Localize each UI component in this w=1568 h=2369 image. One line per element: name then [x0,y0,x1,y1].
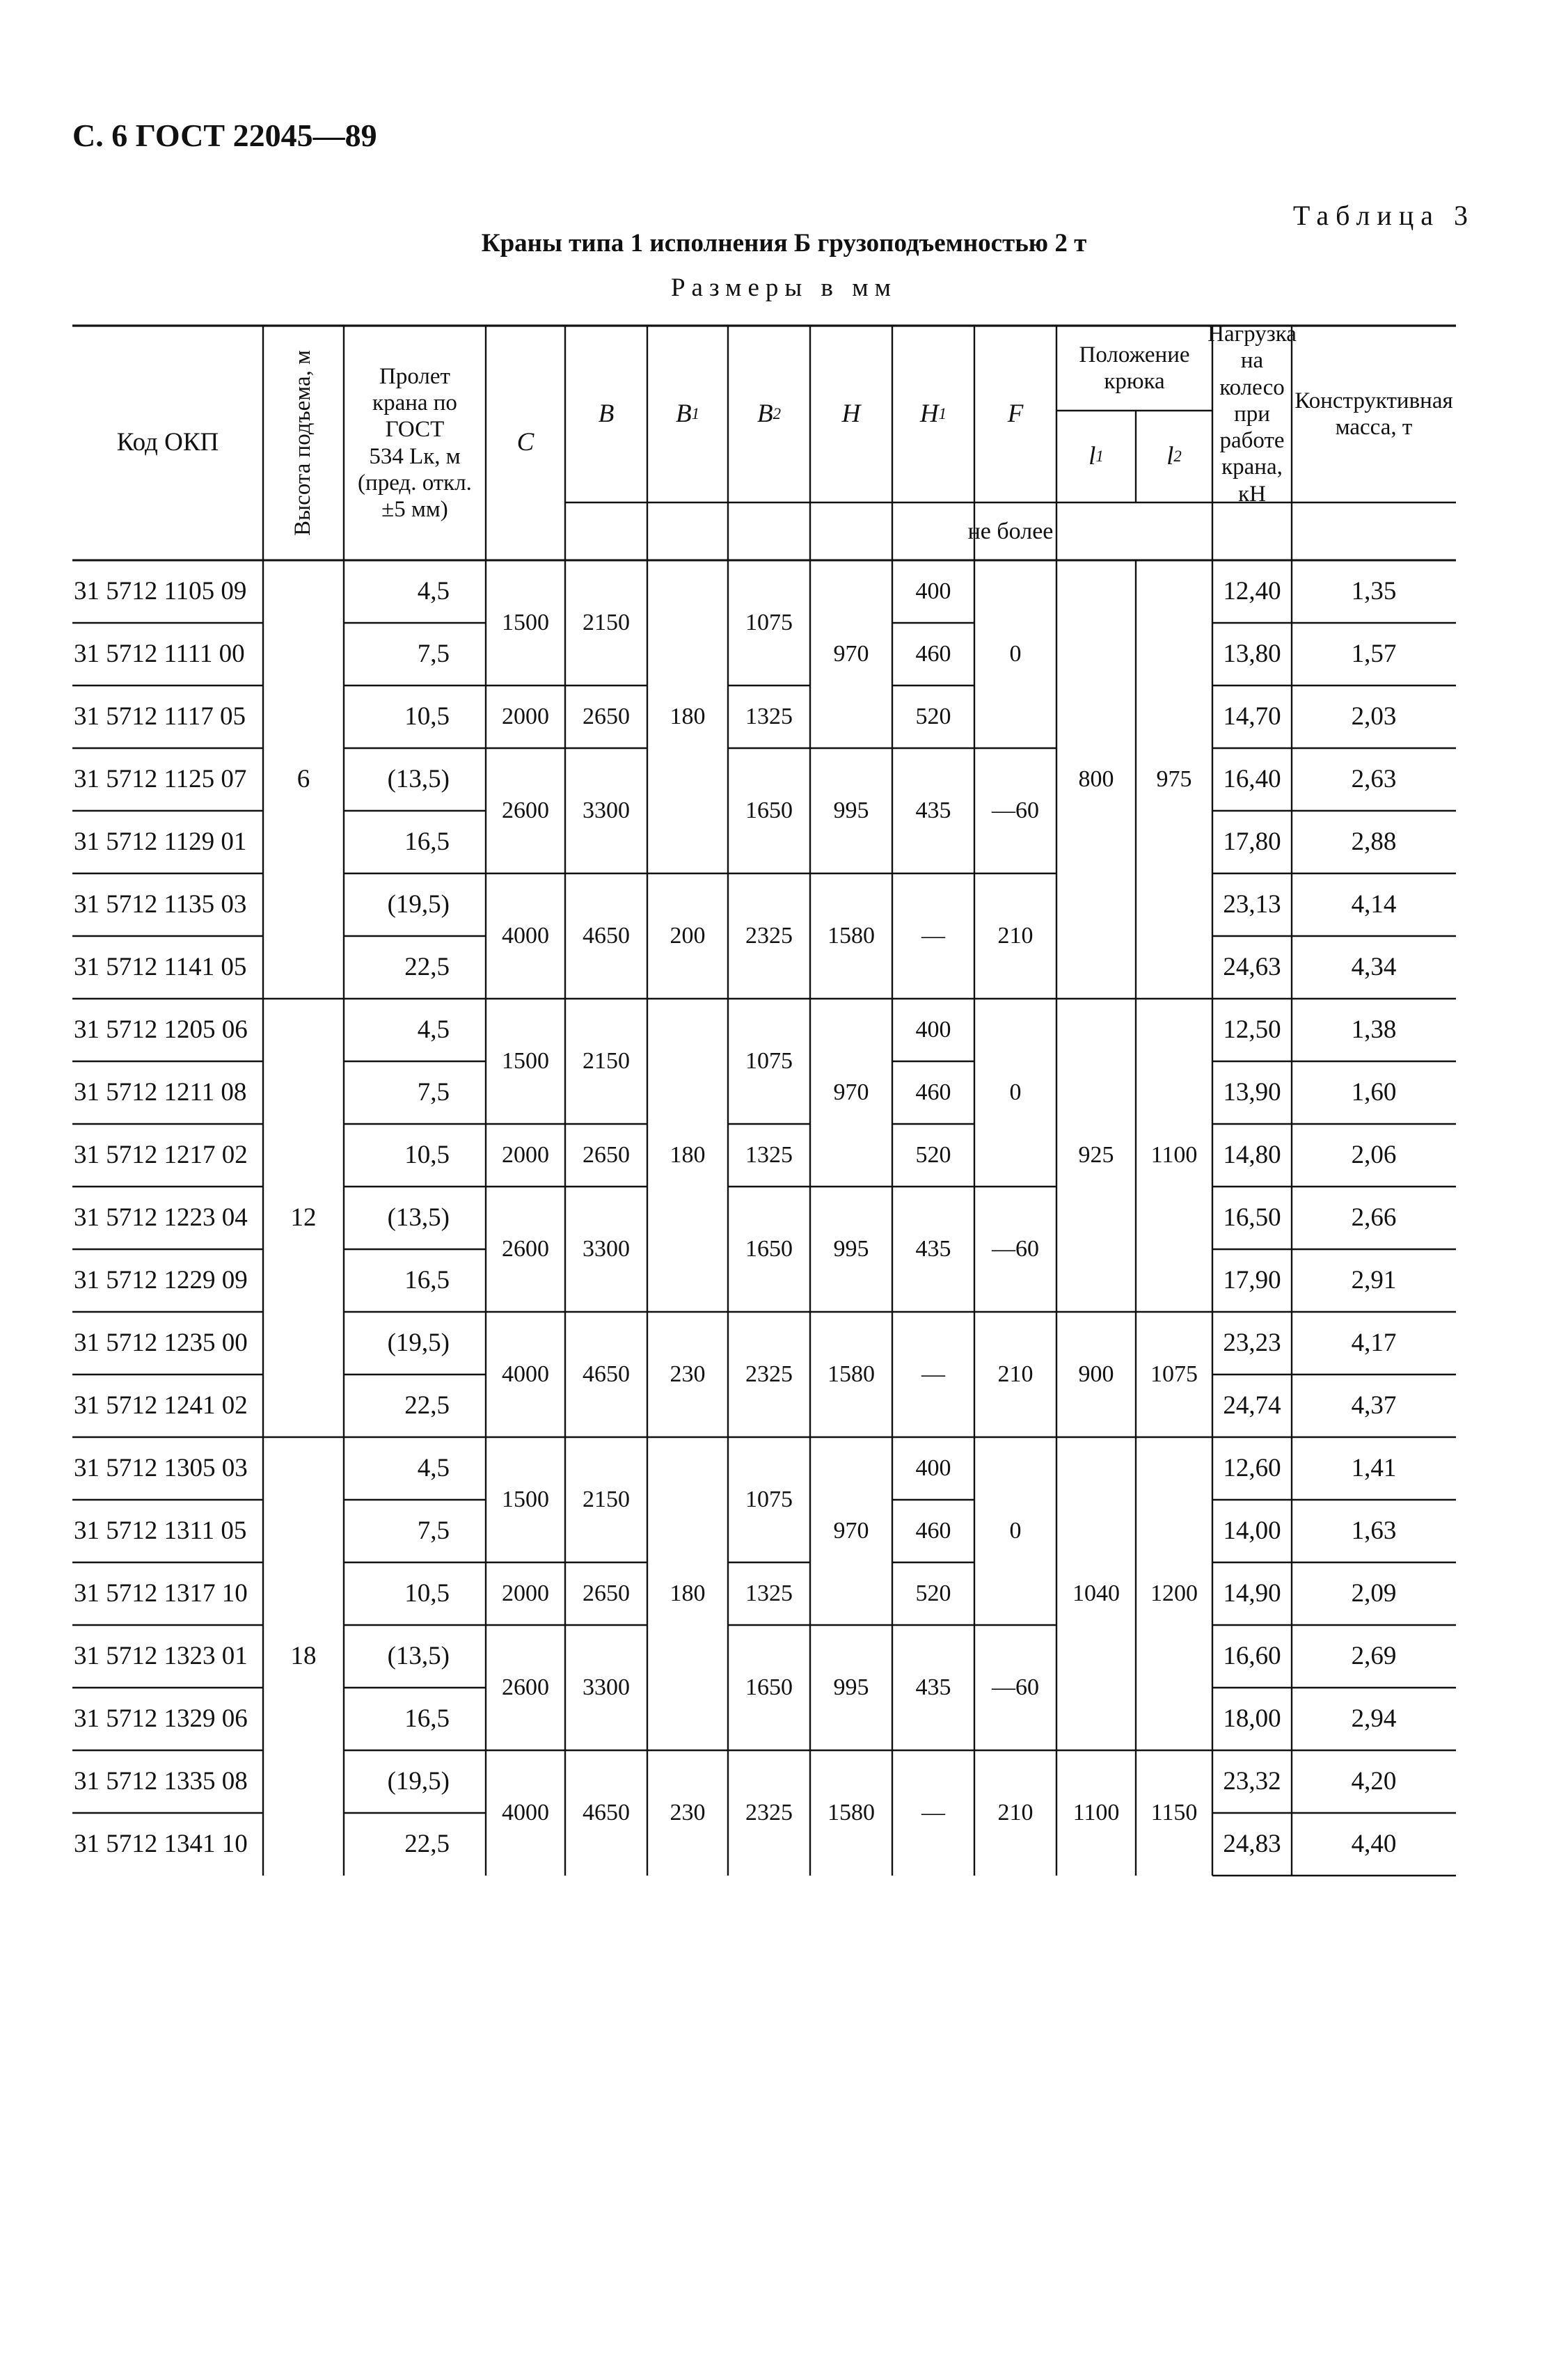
b-value: 2150 [583,1487,630,1513]
wheel-load-value: 12,40 [1223,576,1281,605]
lift-height-value: 6 [296,764,310,793]
f-value: —60 [992,798,1039,824]
span-value: (19,5) [387,1328,450,1357]
wheel-load-value: 17,80 [1223,827,1281,856]
col-header-h: H [841,399,861,428]
wheel-load-value: 24,74 [1223,1390,1281,1420]
mass-value: 2,03 [1351,702,1397,731]
c-value: 1500 [502,610,549,636]
mass-value: 1,41 [1351,1453,1397,1482]
col-header-okp: Код ОКП [116,428,219,457]
wheel-load-value: 23,23 [1223,1328,1281,1357]
span-value: 16,5 [404,1265,450,1294]
b-value: 4650 [583,1800,630,1826]
b-value: 3300 [583,798,630,824]
c-value: 4000 [502,1361,549,1388]
f-value: —60 [992,1674,1039,1701]
span-value: 22,5 [404,1390,450,1420]
span-value: (13,5) [387,1641,450,1670]
okp-code: 31 5712 1323 01 [74,1641,248,1670]
mass-value: 2,94 [1351,1704,1397,1733]
b-value: 2150 [583,610,630,636]
h-value: 970 [833,1079,869,1106]
span-value: (13,5) [387,1203,450,1232]
h-value: 1580 [827,1800,875,1826]
wheel-load-value: 16,50 [1223,1203,1281,1232]
b2-value: 2325 [745,1800,793,1826]
span-value: 22,5 [404,1829,450,1858]
h1-value: 520 [915,1142,951,1168]
b2-value: 1650 [745,798,793,824]
b2-value: 2325 [745,923,793,949]
h-value: 995 [833,1674,869,1701]
wheel-load-value: 23,32 [1223,1766,1281,1796]
mass-value: 4,17 [1351,1328,1397,1357]
lift-height-value: 12 [290,1203,317,1232]
col-header-b: B [598,399,615,428]
c-value: 2000 [502,1580,549,1607]
f-value: 0 [1009,1518,1022,1544]
h1-value: 435 [915,798,951,824]
h1-value: 460 [915,641,951,667]
h1-value: 460 [915,1518,951,1544]
wheel-load-value: 13,80 [1223,639,1281,668]
mass-value: 1,35 [1351,576,1397,605]
wheel-load-value: 17,90 [1223,1265,1281,1294]
h1-value: — [921,1361,945,1388]
h-value: 970 [833,1518,869,1544]
b1-value: 230 [670,1361,706,1388]
mass-value: 4,34 [1351,952,1397,981]
h1-value: 460 [915,1079,951,1106]
span-value: 7,5 [417,639,450,668]
c-value: 2000 [502,704,549,730]
mass-value: 1,63 [1351,1516,1397,1545]
h-value: 995 [833,798,869,824]
h1-value: — [921,923,945,949]
h1-value: 435 [915,1236,951,1262]
wheel-load-value: 13,90 [1223,1077,1281,1107]
mass-value: 4,20 [1351,1766,1397,1796]
okp-code: 31 5712 1135 03 [74,889,247,919]
b2-value: 1650 [745,1674,793,1701]
b1-value: 180 [670,704,706,730]
c-value: 2600 [502,798,549,824]
b2-value: 1075 [745,1487,793,1513]
table-title: Краны типа 1 исполнения Б грузоподъемностью 2 т [481,229,1087,258]
mass-value: 1,57 [1351,639,1397,668]
span-value: 22,5 [404,952,450,981]
l2-value: 1075 [1150,1361,1198,1388]
span-value: (19,5) [387,1766,450,1796]
lift-height-value: 18 [290,1641,317,1670]
l1-value: 1040 [1072,1580,1120,1607]
b2-value: 1325 [745,1580,793,1607]
b1-value: 180 [670,1142,706,1168]
b2-value: 1650 [745,1236,793,1262]
table-subtitle: Размеры в мм [670,274,898,302]
wheel-load-value: 14,00 [1223,1516,1281,1545]
mass-value: 2,63 [1351,764,1397,793]
wheel-load-value: 24,83 [1223,1829,1281,1858]
span-value: 10,5 [404,1578,450,1608]
b-value: 2650 [583,1142,630,1168]
span-value: 4,5 [417,576,450,605]
h-value: 1580 [827,923,875,949]
page-header: С. 6 ГОСТ 22045—89 [72,118,377,153]
okp-code: 31 5712 1111 00 [74,639,245,668]
mass-value: 2,69 [1351,1641,1397,1670]
b-value: 3300 [583,1236,630,1262]
wheel-load-value: 18,00 [1223,1704,1281,1733]
mass-value: 4,37 [1351,1390,1397,1420]
mass-value: 4,40 [1351,1829,1397,1858]
b1-value: 200 [670,923,706,949]
l1-value: 925 [1078,1142,1114,1168]
mass-value: 2,88 [1351,827,1397,856]
b-value: 2650 [583,704,630,730]
c-value: 4000 [502,923,549,949]
okp-code: 31 5712 1311 05 [74,1516,247,1545]
h1-value: 435 [915,1674,951,1701]
b-value: 4650 [583,923,630,949]
b2-value: 2325 [745,1361,793,1388]
col-header-wheel-load: Нагрузка на колесо при работе крана, кН [1207,322,1297,507]
l2-value: 975 [1156,766,1192,793]
mass-value: 2,06 [1351,1140,1397,1169]
col-header-l2: l 2 [1166,441,1182,470]
okp-code: 31 5712 1241 02 [74,1390,248,1420]
b1-value: 180 [670,1580,706,1607]
f-value: 210 [997,923,1034,949]
h1-value: 400 [915,1455,951,1482]
b-value: 2150 [583,1048,630,1075]
c-value: 4000 [502,1800,549,1826]
span-value: 7,5 [417,1516,450,1545]
col-header-span: Пролет крана по ГОСТ 534 Lк, м (пред. откл. ±5 мм) [358,363,472,523]
span-value: 7,5 [417,1077,450,1107]
b1-value: 230 [670,1800,706,1826]
col-header-mass: Конструктивная масса, т [1294,388,1453,440]
okp-code: 31 5712 1335 08 [74,1766,248,1796]
col-header-b2: B 2 [757,399,782,428]
h-value: 1580 [827,1361,875,1388]
col-header-h1: H 1 [919,399,947,428]
okp-code: 31 5712 1329 06 [74,1704,248,1733]
l1-value: 800 [1078,766,1114,793]
col-header-c: C [516,428,534,457]
col-header-f: F [1007,399,1024,428]
b2-value: 1075 [745,1048,793,1075]
okp-code: 31 5712 1217 02 [74,1140,248,1169]
f-value: 210 [997,1800,1034,1826]
okp-code: 31 5712 1205 06 [74,1015,248,1044]
h1-value: 400 [915,578,951,605]
col-header-l1: l 1 [1088,441,1104,470]
okp-code: 31 5712 1341 10 [74,1829,248,1858]
span-value: 10,5 [404,702,450,731]
f-value: —60 [992,1236,1039,1262]
wheel-load-value: 23,13 [1223,889,1281,919]
wheel-load-value: 12,50 [1223,1015,1281,1044]
span-value: (13,5) [387,764,450,793]
l1-value: 900 [1078,1361,1114,1388]
c-value: 2600 [502,1674,549,1701]
f-value: 210 [997,1361,1034,1388]
wheel-load-value: 14,70 [1223,702,1281,731]
h1-value: 400 [915,1017,951,1043]
okp-code: 31 5712 1229 09 [74,1265,248,1294]
c-value: 2600 [502,1236,549,1262]
span-value: 4,5 [417,1453,450,1482]
h-value: 995 [833,1236,869,1262]
wheel-load-value: 12,60 [1223,1453,1281,1482]
okp-code: 31 5712 1317 10 [74,1578,248,1608]
okp-code: 31 5712 1141 05 [74,952,247,981]
okp-code: 31 5712 1235 00 [74,1328,248,1357]
l2-value: 1150 [1150,1800,1198,1826]
mass-value: 2,66 [1351,1203,1397,1232]
l2-value: 1100 [1150,1142,1198,1168]
b-value: 3300 [583,1674,630,1701]
b2-value: 1325 [745,1142,793,1168]
col-header-not-more: не более [967,518,1054,544]
f-value: 0 [1009,641,1022,667]
h-value: 970 [833,641,869,667]
wheel-load-value: 16,60 [1223,1641,1281,1670]
okp-code: 31 5712 1129 01 [74,827,247,856]
okp-code: 31 5712 1117 05 [74,702,246,731]
b2-value: 1325 [745,704,793,730]
okp-code: 31 5712 1125 07 [74,764,247,793]
span-value: (19,5) [387,889,450,919]
mass-value: 4,14 [1351,889,1397,919]
f-value: 0 [1009,1079,1022,1106]
wheel-load-value: 24,63 [1223,952,1281,981]
col-header-hook-position: Положение крюка [1079,342,1190,394]
col-header-height-label: Высота подъема, м [290,349,316,536]
h1-value: 520 [915,1580,951,1607]
b-value: 2650 [583,1580,630,1607]
h1-value: — [921,1800,945,1826]
h1-value: 520 [915,704,951,730]
span-value: 16,5 [404,1704,450,1733]
wheel-load-value: 14,90 [1223,1578,1281,1608]
span-value: 10,5 [404,1140,450,1169]
c-value: 1500 [502,1487,549,1513]
okp-code: 31 5712 1223 04 [74,1203,248,1232]
okp-code: 31 5712 1305 03 [74,1453,248,1482]
okp-code: 31 5712 1211 08 [74,1077,247,1107]
mass-value: 2,09 [1351,1578,1397,1608]
b-value: 4650 [583,1361,630,1388]
table-number: Таблица 3 [1292,200,1475,231]
c-value: 1500 [502,1048,549,1075]
col-header-b1: B 1 [675,399,700,428]
mass-value: 2,91 [1351,1265,1397,1294]
c-value: 2000 [502,1142,549,1168]
l1-value: 1100 [1072,1800,1120,1826]
l2-value: 1200 [1150,1580,1198,1607]
b2-value: 1075 [745,610,793,636]
mass-value: 1,60 [1351,1077,1397,1107]
span-value: 16,5 [404,827,450,856]
wheel-load-value: 16,40 [1223,764,1281,793]
wheel-load-value: 14,80 [1223,1140,1281,1169]
okp-code: 31 5712 1105 09 [74,576,247,605]
span-value: 4,5 [417,1015,450,1044]
mass-value: 1,38 [1351,1015,1397,1044]
